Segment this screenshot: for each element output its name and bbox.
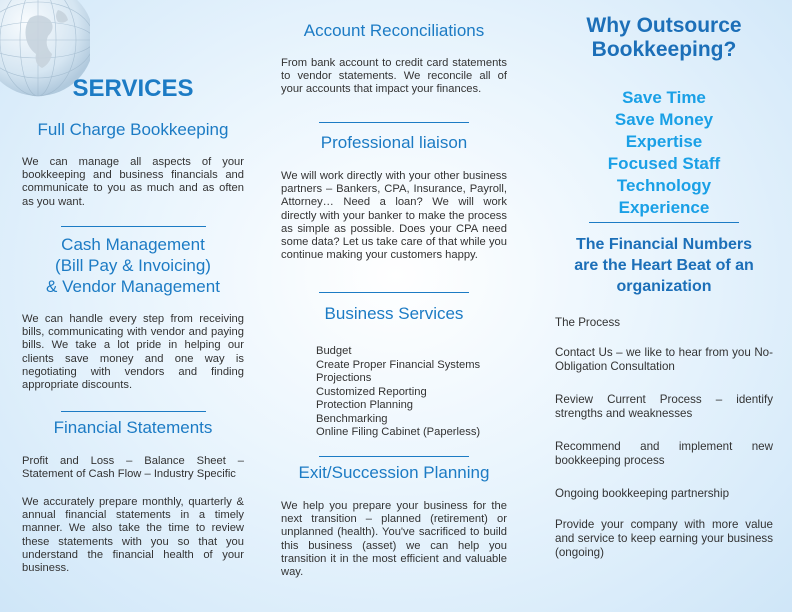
exit-planning-heading: Exit/Succession Planning — [298, 463, 490, 482]
benefits-list — [555, 87, 773, 219]
exit-planning-body: We help you prepare your business for the next transition – planned (retirement) or unplanned (health). You've sacrificed to build this business (asset) we can help you transition it in the most efficient and valuable way. — [281, 500, 507, 579]
benefit-item: Save Money — [614, 110, 714, 129]
list-item: Benchmarking — [316, 412, 388, 425]
financial-statements-body: We accurately prepare monthly, quarterly & annual financial statements in a timely manner. We also take the time to review these statements with you so that you understand the financial health of your business. — [22, 496, 244, 575]
benefit-item: Experience — [618, 198, 710, 217]
divider — [61, 226, 206, 227]
divider — [61, 411, 206, 412]
title-line: Bookkeeping? — [591, 38, 737, 61]
account-reconciliations-heading: Account Reconciliations — [303, 21, 485, 40]
list-item: Budget — [316, 345, 352, 357]
heading-line: & Vendor Management — [46, 277, 220, 296]
benefit-item: Technology — [616, 176, 712, 195]
full-charge-body: We can manage all aspects of your bookkeeping and business financials and communicate to you as much and as often as you want. — [22, 156, 244, 208]
professional-liaison-heading: Professional liaison — [320, 133, 468, 152]
list-item: Create Proper Financial Systems — [316, 358, 481, 371]
tagline-line: The Financial Numbers — [575, 236, 753, 253]
process-step: Recommend and implement new bookkeeping process — [555, 440, 773, 467]
process-step: Provide your company with more value and service to keep earning your business (ongoing) — [555, 518, 773, 559]
tagline — [555, 234, 773, 297]
cash-management-body: We can handle every step from receiving bills, communicating with vendor and paying bills. We take a lot pride in helping our clients save money and one way is negotiating with vendors and finding appropriate discounts. — [22, 313, 244, 392]
benefit-item: Expertise — [625, 132, 703, 151]
heading-line: Cash Management — [61, 235, 205, 254]
process-step: Ongoing bookkeeping partnership — [555, 487, 730, 500]
financial-statements-intro: Profit and Loss – Balance Sheet – Statement of Cash Flow – Industry Specific — [22, 455, 244, 481]
services-title: SERVICES — [72, 75, 194, 102]
why-outsource-title — [555, 14, 773, 62]
divider — [589, 222, 739, 223]
tagline-line: are the Heart Beat of an — [574, 257, 754, 274]
divider — [319, 456, 469, 457]
list-item: Online Filing Cabinet (Paperless) — [316, 426, 481, 438]
benefit-item: Save Time — [622, 88, 706, 107]
list-item: Protection Planning — [316, 399, 414, 411]
divider — [319, 122, 469, 123]
account-reconciliations-body: From bank account to credit card statements to vendor statements. We reconcile all of your accounts that impact your finances. — [281, 57, 507, 96]
full-charge-heading: Full Charge Bookkeeping — [37, 120, 229, 139]
professional-liaison-body: We will work directly with your other business partners – Bankers, CPA, Insurance, Payroll, Attorney… Need a loan? We will work directly with your banker to make the process as simple as possible. Does your CPA need some data? Let us take care of that while you continue making your customers happy. — [281, 170, 507, 262]
business-services-list — [316, 345, 507, 440]
financial-statements-heading: Financial Statements — [53, 418, 213, 437]
process-step: Contact Us – we like to hear from you No-Obligation Consultation — [555, 346, 773, 373]
list-item: Projections — [316, 372, 372, 384]
divider — [319, 292, 469, 293]
process-heading: The Process — [555, 316, 621, 329]
heading-line: (Bill Pay & Invoicing) — [55, 256, 211, 275]
tagline-line: organization — [616, 278, 712, 295]
cash-management-heading — [22, 234, 244, 297]
business-services-heading: Business Services — [324, 304, 464, 323]
title-line: Why Outsource — [586, 14, 742, 37]
list-item: Customized Reporting — [316, 385, 427, 398]
benefit-item: Focused Staff — [607, 154, 721, 173]
process-step: Review Current Process – identify strengths and weaknesses — [555, 393, 773, 420]
